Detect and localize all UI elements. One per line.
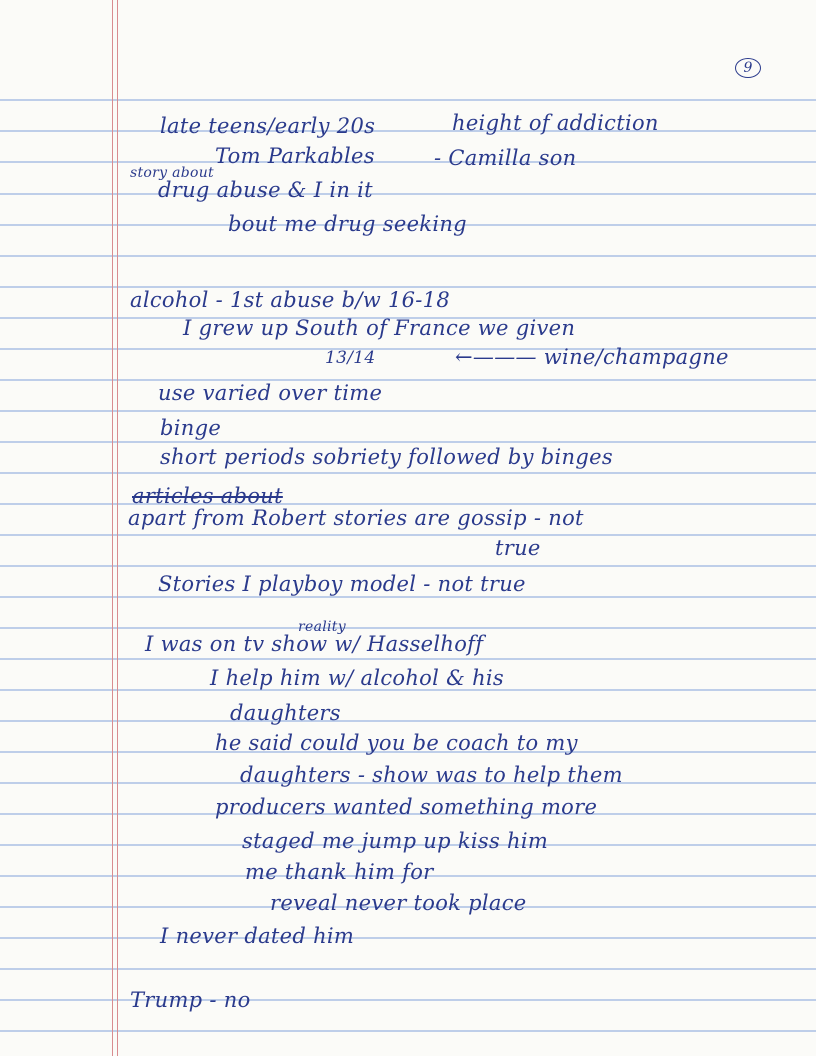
note-line: daughters (230, 701, 341, 725)
note-line: Trump - no (130, 988, 251, 1012)
note-line: drug abuse & I in it (158, 178, 373, 202)
note-line: alcohol - 1st abuse b/w 16-18 (130, 288, 450, 312)
note-line: 13/14 (325, 348, 376, 368)
note-line: staged me jump up kiss him (242, 829, 549, 853)
note-line-crossed-out: articles about (132, 484, 283, 508)
note-line: me thank him for (245, 860, 434, 884)
note-line: I was on tv show w/ Hasselhoff (145, 632, 484, 656)
note-line: binge (160, 416, 222, 440)
note-line: daughters - show was to help them (240, 763, 623, 787)
margin-line (112, 0, 113, 1056)
note-line: Tom Parkables (215, 144, 375, 168)
note-line: Stories I playboy model - not true (158, 572, 526, 596)
note-line: apart from Robert stories are gossip - not (128, 506, 584, 530)
note-line: reveal never took place (270, 891, 527, 915)
note-line: I never dated him (160, 924, 355, 948)
note-line: late teens/early 20s (160, 114, 376, 138)
note-line: true (495, 536, 541, 560)
note-line: producers wanted something more (215, 795, 598, 819)
note-line: I grew up South of France we given (183, 316, 576, 340)
note-line: bout me drug seeking (228, 212, 467, 236)
page-number: 9 (735, 58, 761, 78)
note-text: wine/champagne (543, 345, 729, 369)
note-line: height of addiction (452, 111, 659, 135)
note-insertion: story about (130, 165, 214, 181)
note-line: he said could you be coach to my (215, 731, 578, 755)
note-line: - Camilla son (434, 146, 577, 170)
note-insertion: reality (298, 619, 346, 635)
margin-line (117, 0, 118, 1056)
arrow-left-icon: ←——— (455, 345, 537, 369)
note-line: short periods sobriety followed by binges (160, 445, 613, 469)
note-line: I help him w/ alcohol & his (210, 666, 504, 690)
note-line (455, 347, 729, 368)
note-line: use varied over time (158, 381, 383, 405)
